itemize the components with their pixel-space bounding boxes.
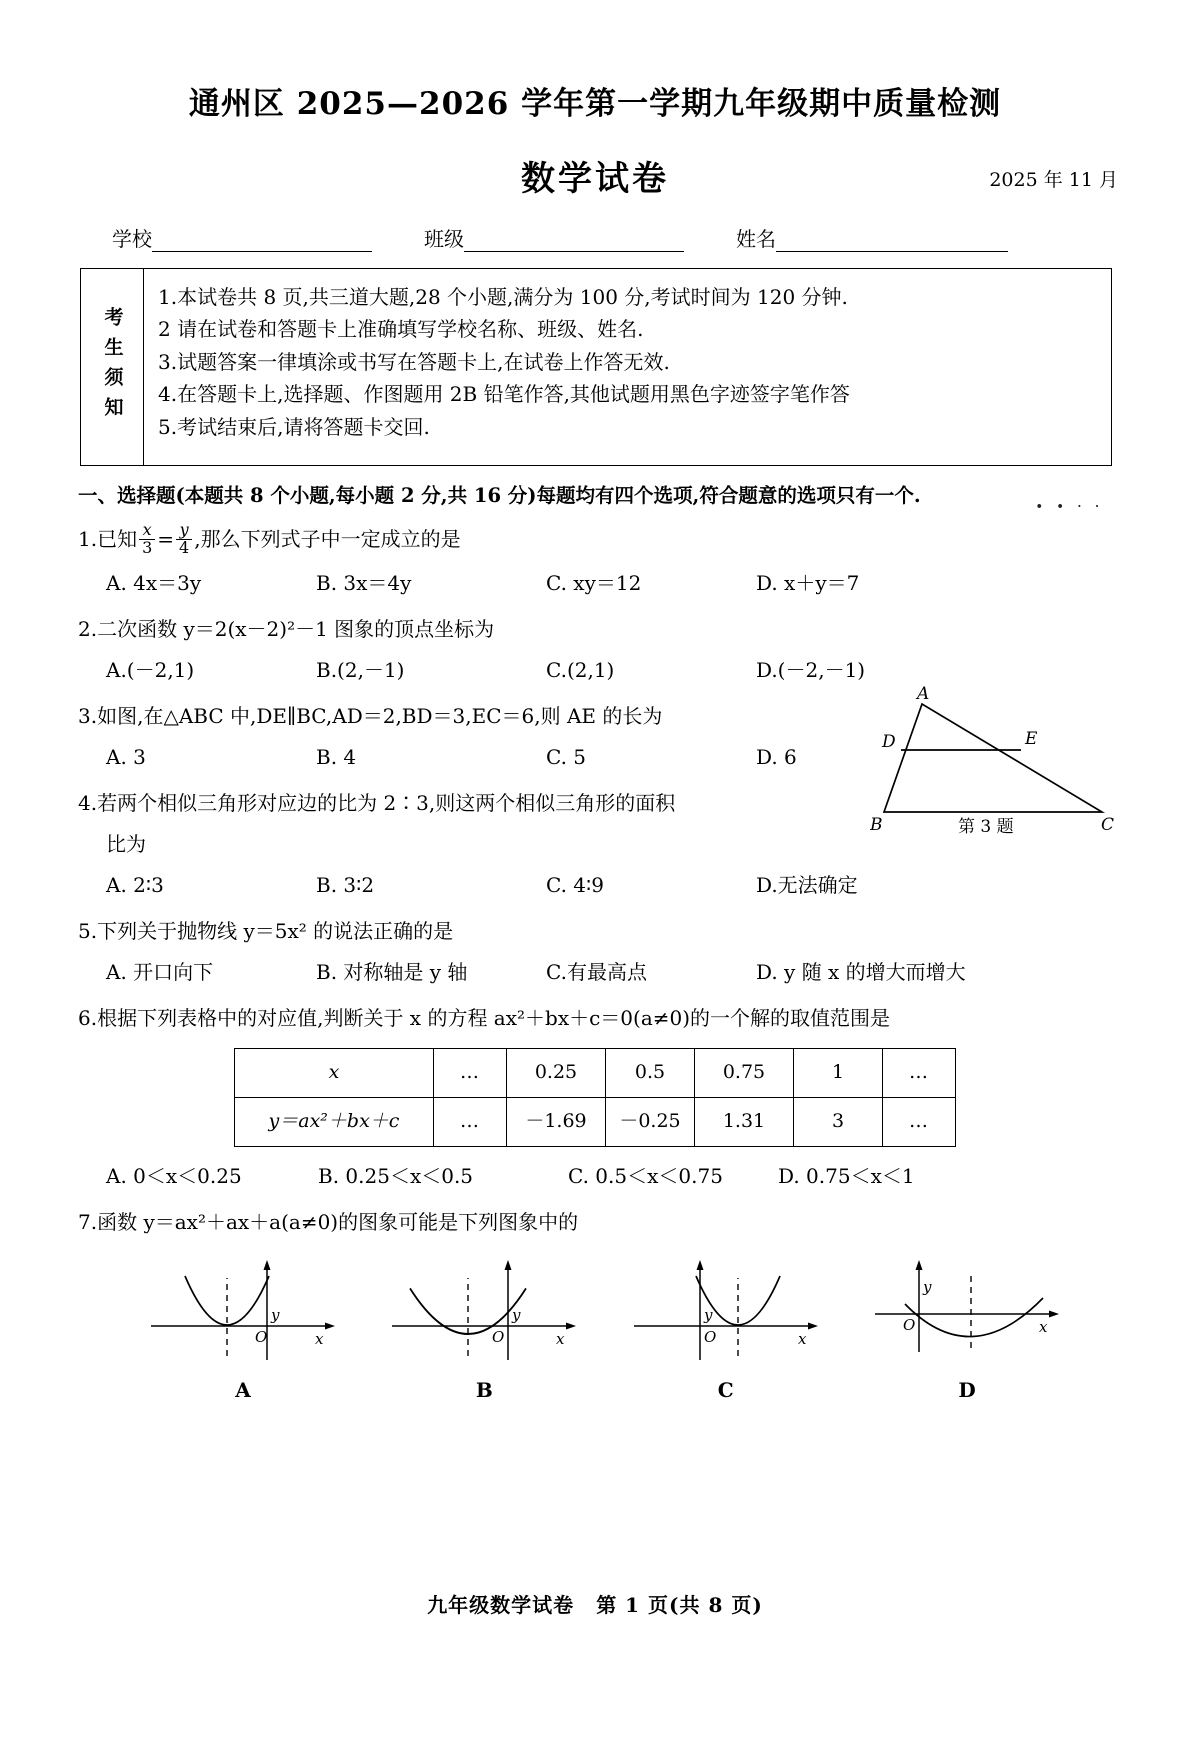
question-2	[78, 599, 1112, 686]
origin-label: O	[703, 1327, 716, 1346]
notice-item: 3.试题答案一律填涂或书写在答题卡上,在试卷上作答无效.	[158, 349, 670, 374]
table-row	[235, 1048, 956, 1097]
option-c[interactable]: C. 5	[546, 744, 587, 769]
notice-item: 5.考试结束后,请将答题卡交回.	[158, 414, 430, 439]
option-b[interactable]: B. 4	[316, 744, 357, 769]
option-a[interactable]: A. 2∶3	[106, 872, 164, 897]
school-input-line[interactable]	[152, 231, 372, 252]
table-cell: …	[883, 1097, 956, 1146]
question-4-number: 4.	[78, 790, 98, 815]
question-4-stem	[78, 773, 1112, 819]
question-1-prefix: 已知	[97, 526, 138, 551]
question-5-stem	[78, 901, 1112, 947]
question-5-text: 下列关于抛物线 y＝5x² 的说法正确的是	[97, 918, 454, 943]
question-6-number: 6.	[78, 1005, 98, 1030]
option-a[interactable]: A. 开口向下	[106, 959, 214, 984]
option-a[interactable]: A.(－2,1)	[106, 657, 195, 682]
value-table-q6	[234, 1048, 956, 1147]
subtitle-row	[0, 151, 1190, 197]
class-label: 班级	[424, 227, 464, 251]
question-7	[78, 1192, 1112, 1406]
option-d[interactable]: D. x＋y＝7	[756, 570, 860, 595]
parabola-graph-d	[867, 1252, 1067, 1370]
x-axis-arrow	[325, 1322, 335, 1329]
y-axis-arrow	[696, 1260, 703, 1270]
footer-left: 九年级数学试卷	[427, 1593, 575, 1617]
question-1-options	[78, 558, 1112, 599]
student-info-row	[0, 223, 1190, 252]
graph-label-a: A	[235, 1377, 251, 1402]
section-heading-text: 一、选择题(本题共 8 个小题,每小题 2 分,共 16 分)每题均有四个选项,符合题意的选项只有一个.	[78, 484, 921, 507]
notice-item: 2 请在试卷和答题卡上准确填写学校名称、班级、姓名.	[158, 317, 644, 342]
table-cell: 3	[794, 1097, 883, 1146]
name-input-line[interactable]	[776, 231, 1008, 252]
table-header-x: x	[235, 1048, 434, 1097]
option-c[interactable]: C.(2,1)	[546, 657, 615, 682]
notice-side-label-cell	[81, 269, 144, 465]
vertex-label-a: A	[917, 685, 930, 704]
table-row	[235, 1097, 956, 1146]
option-d[interactable]: D. y 随 x 的增大而增大	[756, 959, 966, 984]
school-label: 学校	[112, 227, 152, 251]
question-3-text: 如图,在△ABC 中,DE∥BC,AD＝2,BD＝3,EC＝6,则 AE 的长为	[97, 703, 663, 728]
question-4-text-line2: 比为	[106, 831, 146, 856]
option-d[interactable]: D.(－2,－1)	[756, 657, 866, 682]
table-cell: 1.31	[695, 1097, 794, 1146]
origin-label: O	[255, 1327, 268, 1346]
question-7-graph-row	[78, 1238, 1112, 1406]
question-5-number: 5.	[78, 918, 98, 943]
question-1	[78, 508, 1112, 599]
notice-item: 1.本试卷共 8 页,共三道大题,28 个小题,满分为 100 分,考试时间为 120 分钟.	[158, 285, 848, 309]
question-2-text: 二次函数 y＝2(x－2)²－1 图象的顶点坐标为	[97, 616, 495, 641]
figure-caption-q3: 第 3 题	[958, 816, 1014, 837]
y-axis-arrow	[264, 1260, 271, 1270]
exam-date: 2025 年 11 月	[989, 169, 1118, 191]
axis-label-y: y	[922, 1277, 932, 1296]
class-input-line[interactable]	[464, 231, 684, 252]
graph-option-d[interactable]	[862, 1252, 1072, 1406]
table-cell: …	[434, 1048, 507, 1097]
name-field[interactable]	[736, 223, 1008, 252]
axis-label-y: y	[512, 1305, 521, 1324]
table-cell: …	[434, 1097, 507, 1146]
option-a[interactable]: A. 0＜x＜0.25	[106, 1163, 242, 1188]
question-6	[78, 988, 1112, 1192]
question-7-number: 7.	[78, 1209, 98, 1234]
option-d[interactable]: D. 6	[756, 744, 797, 769]
graph-label-d: D	[958, 1377, 976, 1402]
page-title: 通州区 2025—2026 学年第一学期九年级期中质量检测	[188, 86, 1002, 122]
option-b[interactable]: B. 0.25＜x＜0.5	[318, 1163, 474, 1188]
question-1-number: 1.	[78, 526, 98, 551]
graph-option-a[interactable]	[138, 1252, 348, 1406]
parabola-graph-b	[384, 1252, 584, 1370]
axis-label-y: y	[271, 1305, 280, 1324]
axis-label-y: y	[703, 1305, 713, 1324]
notice-items	[144, 269, 1111, 465]
option-a[interactable]: A. 4x＝3y	[106, 570, 202, 595]
parabola-graph-a	[143, 1252, 343, 1370]
table-cell: 0.75	[695, 1048, 794, 1097]
question-3-number: 3.	[78, 703, 98, 728]
table-cell: －1.69	[507, 1097, 606, 1146]
option-b[interactable]: B. 对称轴是 y 轴	[316, 959, 468, 984]
table-cell: …	[883, 1048, 956, 1097]
question-6-options	[78, 1147, 1112, 1192]
y-axis-arrow	[915, 1260, 922, 1270]
table-cell: 0.25	[507, 1048, 606, 1097]
vertex-label-c: C	[1101, 814, 1115, 835]
x-axis-arrow	[808, 1322, 818, 1329]
y-axis-arrow	[505, 1260, 512, 1270]
x-axis-arrow	[1049, 1310, 1059, 1317]
vertex-label-e: E	[1025, 728, 1038, 749]
emphasis-dots: • • · ·	[1035, 500, 1104, 513]
question-2-options	[78, 645, 1112, 686]
axis-label-x: x	[1038, 1317, 1048, 1336]
fraction-x-over-3: $\frac{x}{3}$	[139, 522, 155, 557]
question-6-text: 根据下列表格中的对应值,判断关于 x 的方程 ax²＋bx＋c＝0(a≠0)的一个解的取值范围是	[97, 1005, 891, 1030]
question-7-stem	[78, 1192, 1112, 1238]
question-4	[78, 773, 1115, 901]
table-cell: －0.25	[606, 1097, 695, 1146]
question-2-number: 2.	[78, 616, 98, 641]
option-a[interactable]: A. 3	[106, 744, 146, 769]
notice-item: 4.在答题卡上,选择题、作图题用 2B 铅笔作答,其他试题用黑色字迹签字笔作答	[158, 382, 850, 407]
vertex-label-b: B	[870, 814, 883, 835]
question-7-text: 函数 y＝ax²＋ax＋a(a≠0)的图象可能是下列图象中的	[97, 1209, 579, 1234]
option-d[interactable]: D. 0.75＜x＜1	[778, 1163, 915, 1188]
x-axis-arrow	[566, 1322, 576, 1329]
examinee-notice-box	[80, 268, 1112, 466]
option-c[interactable]: C. xy＝12	[546, 570, 642, 595]
page-footer	[0, 1589, 1190, 1618]
vertex-label-d: D	[882, 731, 896, 752]
question-4-text-line2-wrap	[78, 819, 1112, 860]
question-1-stem	[78, 508, 1112, 558]
name-label: 姓名	[736, 227, 776, 251]
school-field[interactable]	[112, 223, 372, 252]
option-d[interactable]: D.无法确定	[756, 872, 858, 897]
option-c[interactable]: C. 4∶9	[546, 872, 604, 897]
table-cell: 0.5	[606, 1048, 695, 1097]
question-1-suffix: ,那么下列式子中一定成立的是	[194, 526, 461, 551]
section-heading	[78, 480, 1112, 513]
graph-option-c[interactable]	[621, 1252, 831, 1406]
question-5	[78, 901, 1112, 988]
question-5-options	[78, 947, 1112, 988]
axis-label-x: x	[556, 1329, 565, 1348]
graph-option-b[interactable]	[379, 1252, 589, 1406]
footer-right: 第 1 页(共 8 页)	[596, 1593, 763, 1617]
parabola-graph-c	[626, 1252, 826, 1370]
origin-label: O	[902, 1315, 916, 1334]
notice-side-label: 考生须知	[101, 307, 124, 427]
option-c[interactable]: C. 0.5＜x＜0.75	[568, 1163, 723, 1188]
option-c[interactable]: C.有最高点	[546, 959, 647, 984]
question-4-options	[78, 860, 1112, 901]
option-b[interactable]: B. 3∶2	[316, 872, 375, 897]
value-table-wrap-q6	[78, 1048, 1112, 1147]
exam-page	[0, 78, 1190, 1756]
graph-label-c: C	[717, 1377, 734, 1402]
table-header-y: y＝ax²＋bx＋c	[235, 1097, 434, 1146]
origin-label: O	[492, 1327, 505, 1346]
equals-sign: =	[157, 526, 175, 551]
question-6-stem	[78, 988, 1112, 1034]
table-cell: 1	[794, 1048, 883, 1097]
axis-label-x: x	[315, 1329, 324, 1348]
page-subtitle: 数学试卷	[521, 159, 669, 199]
question-2-stem	[78, 599, 1112, 645]
axis-label-x: x	[797, 1329, 807, 1348]
fraction-y-over-4: $\frac{y}{4}$	[176, 522, 192, 557]
parabola-curve	[902, 1298, 1043, 1337]
class-field[interactable]	[424, 223, 684, 252]
option-b[interactable]: B.(2,－1)	[316, 657, 405, 682]
graph-label-b: B	[475, 1377, 493, 1402]
option-b[interactable]: B. 3x＝4y	[316, 570, 412, 595]
question-4-text-line1: 若两个相似三角形对应边的比为 2∶3,则这两个相似三角形的面积	[97, 790, 676, 815]
